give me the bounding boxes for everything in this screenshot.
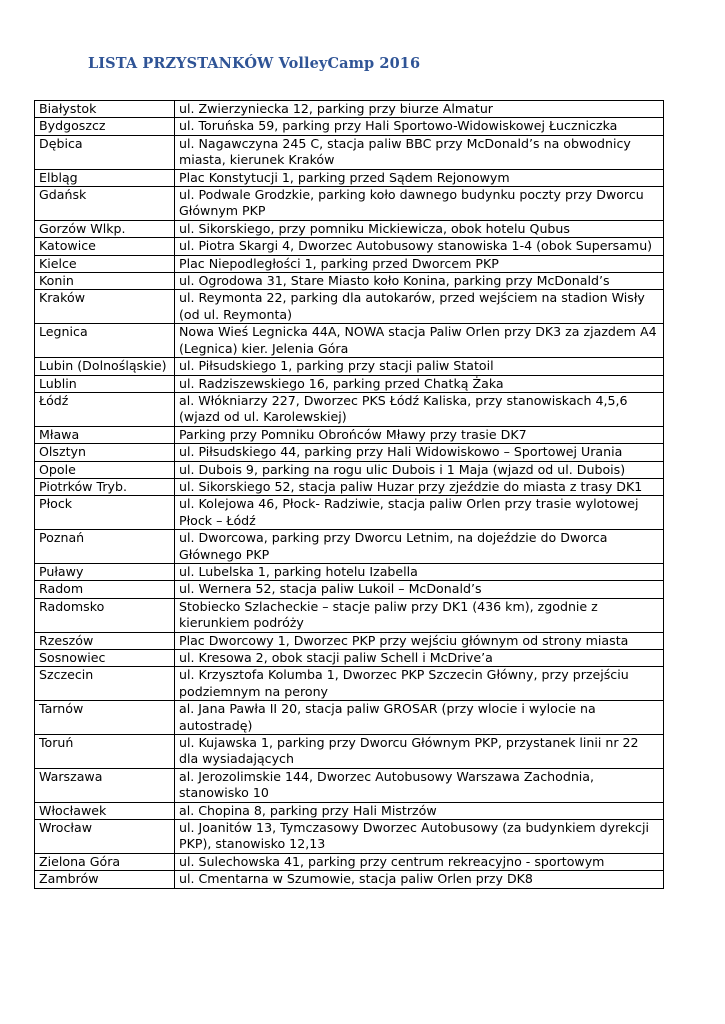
stop-city-cell: Szczecin	[35, 667, 175, 701]
stop-address-cell: ul. Krzysztofa Kolumba 1, Dworzec PKP Szczecin Główny, przy przejściu podziemnym na perony	[175, 667, 664, 701]
stop-city-cell: Tarnów	[35, 701, 175, 735]
stop-address-cell: ul. Podwale Grodzkie, parking koło dawnego budynku poczty przy Dworcu Głównym PKP	[175, 187, 664, 221]
table-row	[35, 768, 664, 802]
table-row	[35, 871, 664, 888]
stop-address-cell: Nowa Wieś Legnicka 44A, NOWA stacja Paliw Orlen przy DK3 za zjazdem A4 (Legnica) kier. Jelenia Góra	[175, 324, 664, 358]
stop-city-cell: Sosnowiec	[35, 650, 175, 667]
table-row	[35, 667, 664, 701]
stop-address-cell: al. Chopina 8, parking przy Hali Mistrzów	[175, 802, 664, 819]
stop-address-cell: Plac Niepodległości 1, parking przed Dworcem PKP	[175, 255, 664, 272]
stop-city-cell: Elbląg	[35, 169, 175, 186]
table-row	[35, 324, 664, 358]
table-row	[35, 461, 664, 478]
stop-city-cell: Konin	[35, 273, 175, 290]
table-row	[35, 598, 664, 632]
table-row	[35, 169, 664, 186]
table-row	[35, 632, 664, 649]
stop-city-cell: Katowice	[35, 238, 175, 255]
table-row	[35, 802, 664, 819]
stop-address-cell: ul. Piłsudskiego 44, parking przy Hali Widowiskowo – Sportowej Urania	[175, 444, 664, 461]
table-row	[35, 273, 664, 290]
stop-address-cell: ul. Piłsudskiego 1, parking przy stacji paliw Statoil	[175, 358, 664, 375]
stop-city-cell: Radom	[35, 581, 175, 598]
stop-address-cell: ul. Reymonta 22, parking dla autokarów, przed wejściem na stadion Wisły (od ul. Reymonta)	[175, 290, 664, 324]
table-row	[35, 853, 664, 870]
document-title: LISTA PRZYSTANKÓW VolleyCamp 2016	[88, 55, 421, 72]
stop-city-cell: Mława	[35, 426, 175, 443]
stop-city-cell: Łódź	[35, 392, 175, 426]
stop-city-cell: Płock	[35, 496, 175, 530]
table-row	[35, 563, 664, 580]
stop-city-cell: Toruń	[35, 735, 175, 769]
stop-city-cell: Wrocław	[35, 820, 175, 854]
stop-address-cell: ul. Sulechowska 41, parking przy centrum rekreacyjno - sportowym	[175, 853, 664, 870]
table-row	[35, 255, 664, 272]
stop-address-cell: al. Jana Pawła II 20, stacja paliw GROSAR (przy wlocie i wylocie na autostradę)	[175, 701, 664, 735]
stop-address-cell: ul. Lubelska 1, parking hotelu Izabella	[175, 563, 664, 580]
table-row	[35, 392, 664, 426]
stop-city-cell: Gdańsk	[35, 187, 175, 221]
stop-address-cell: ul. Nagawczyna 245 C, stacja paliw BBC przy McDonald’s na obwodnicy miasta, kierunek Kraków	[175, 135, 664, 169]
stop-city-cell: Rzeszów	[35, 632, 175, 649]
stop-address-cell: ul. Toruńska 59, parking przy Hali Sportowo-Widowiskowej Łuczniczka	[175, 118, 664, 135]
stop-address-cell: Plac Dworcowy 1, Dworzec PKP przy wejściu głównym od strony miasta	[175, 632, 664, 649]
stop-city-cell: Bydgoszcz	[35, 118, 175, 135]
stop-address-cell: ul. Sikorskiego 52, stacja paliw Huzar przy zjeździe do miasta z trasy DK1	[175, 478, 664, 495]
stop-city-cell: Puławy	[35, 563, 175, 580]
table-row	[35, 650, 664, 667]
stop-address-cell: ul. Kolejowa 46, Płock- Radziwie, stacja paliw Orlen przy trasie wylotowej Płock – Łódź	[175, 496, 664, 530]
stop-address-cell: al. Jerozolimskie 144, Dworzec Autobusowy Warszawa Zachodnia, stanowisko 10	[175, 768, 664, 802]
stop-address-cell: ul. Piotra Skargi 4, Dworzec Autobusowy stanowiska 1-4 (obok Supersamu)	[175, 238, 664, 255]
table-row	[35, 101, 664, 118]
stop-address-cell: Parking przy Pomniku Obrońców Mławy przy trasie DK7	[175, 426, 664, 443]
table-row	[35, 820, 664, 854]
stop-city-cell: Dębica	[35, 135, 175, 169]
stops-table	[34, 100, 664, 889]
stop-city-cell: Poznań	[35, 530, 175, 564]
table-row	[35, 375, 664, 392]
stop-city-cell: Olsztyn	[35, 444, 175, 461]
stop-address-cell: ul. Kresowa 2, obok stacji paliw Schell i McDrive’a	[175, 650, 664, 667]
stop-city-cell: Lublin	[35, 375, 175, 392]
table-row	[35, 478, 664, 495]
table-row	[35, 581, 664, 598]
stop-city-cell: Gorzów Wlkp.	[35, 220, 175, 237]
table-row	[35, 290, 664, 324]
stop-city-cell: Zielona Góra	[35, 853, 175, 870]
table-row	[35, 444, 664, 461]
stop-address-cell: ul. Cmentarna w Szumowie, stacja paliw Orlen przy DK8	[175, 871, 664, 888]
stop-city-cell: Opole	[35, 461, 175, 478]
stop-city-cell: Kraków	[35, 290, 175, 324]
table-row	[35, 701, 664, 735]
stop-city-cell: Radomsko	[35, 598, 175, 632]
stop-address-cell: Plac Konstytucji 1, parking przed Sądem Rejonowym	[175, 169, 664, 186]
stop-city-cell: Włocławek	[35, 802, 175, 819]
stop-city-cell: Lubin (Dolnośląskie)	[35, 358, 175, 375]
stop-address-cell: ul. Kujawska 1, parking przy Dworcu Głównym PKP, przystanek linii nr 22 dla wysiadających	[175, 735, 664, 769]
table-row	[35, 426, 664, 443]
table-row	[35, 530, 664, 564]
table-row	[35, 187, 664, 221]
stop-address-cell: ul. Joanitów 13, Tymczasowy Dworzec Autobusowy (za budynkiem dyrekcji PKP), stanowisko 12,13	[175, 820, 664, 854]
table-row	[35, 358, 664, 375]
stop-address-cell: ul. Dubois 9, parking na rogu ulic Dubois i 1 Maja (wjazd od ul. Dubois)	[175, 461, 664, 478]
stops-table-body	[35, 101, 664, 889]
stop-address-cell: ul. Zwierzyniecka 12, parking przy biurze Almatur	[175, 101, 664, 118]
table-row	[35, 118, 664, 135]
stop-city-cell: Legnica	[35, 324, 175, 358]
table-row	[35, 496, 664, 530]
stop-address-cell: ul. Radziszewskiego 16, parking przed Chatką Żaka	[175, 375, 664, 392]
stop-address-cell: ul. Sikorskiego, przy pomniku Mickiewicza, obok hotelu Qubus	[175, 220, 664, 237]
stop-address-cell: ul. Ogrodowa 31, Stare Miasto koło Konina, parking przy McDonald’s	[175, 273, 664, 290]
table-row	[35, 735, 664, 769]
stop-address-cell: ul. Dworcowa, parking przy Dworcu Letnim, na dojeździe do Dworca Głównego PKP	[175, 530, 664, 564]
stop-address-cell: ul. Wernera 52, stacja paliw Lukoil – McDonald’s	[175, 581, 664, 598]
stop-city-cell: Białystok	[35, 101, 175, 118]
stop-city-cell: Warszawa	[35, 768, 175, 802]
table-row	[35, 135, 664, 169]
stop-address-cell: al. Włókniarzy 227, Dworzec PKS Łódź Kaliska, przy stanowiskach 4,5,6 (wjazd od ul. Karolewskiej)	[175, 392, 664, 426]
stop-city-cell: Kielce	[35, 255, 175, 272]
table-row	[35, 220, 664, 237]
stop-city-cell: Piotrków Tryb.	[35, 478, 175, 495]
table-row	[35, 238, 664, 255]
stop-address-cell: Stobiecko Szlacheckie – stacje paliw przy DK1 (436 km), zgodnie z kierunkiem podróży	[175, 598, 664, 632]
stop-city-cell: Zambrów	[35, 871, 175, 888]
